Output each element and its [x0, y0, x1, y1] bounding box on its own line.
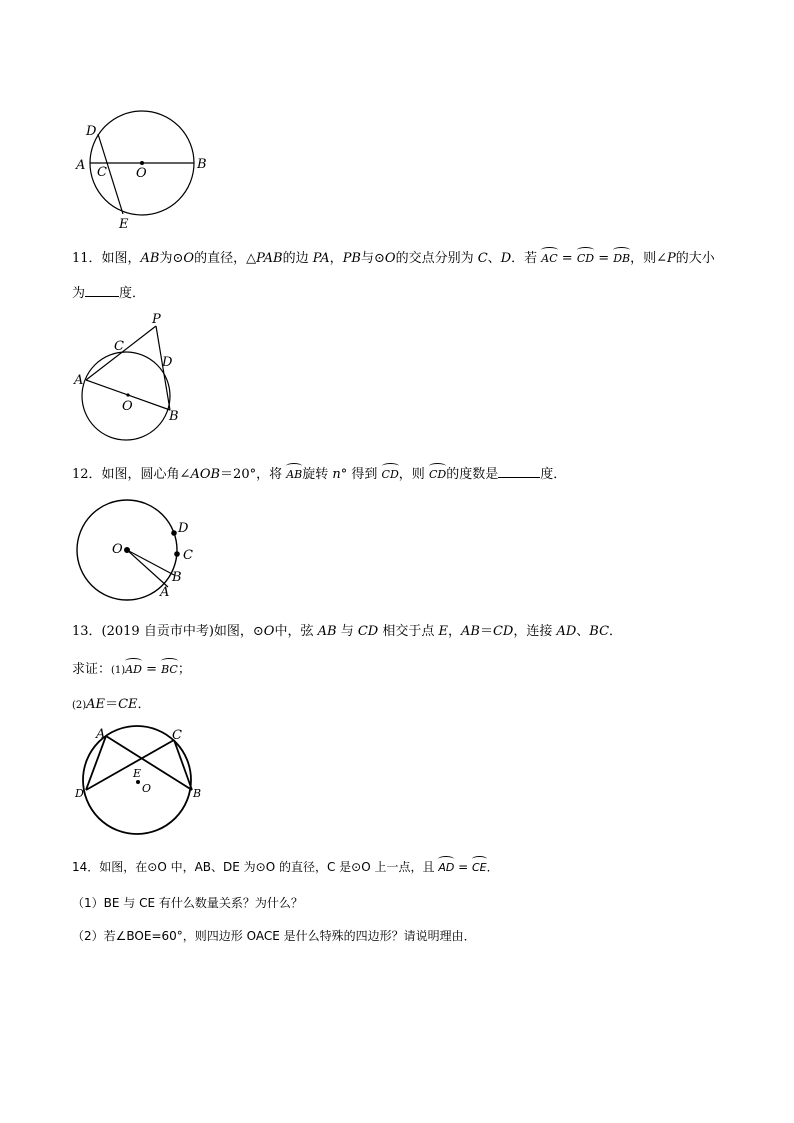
- q14-line1: [72, 858, 499, 877]
- q13-text: CE: [118, 697, 138, 712]
- q11-text: PA: [312, 251, 330, 266]
- q13-text: ．: [137, 697, 151, 712]
- label-p: P: [152, 312, 161, 327]
- answer-blank: [498, 464, 540, 478]
- label-o: O: [112, 542, 123, 557]
- q11-text: 、: [487, 251, 501, 266]
- q13-text: O: [263, 624, 275, 639]
- q14-part1: （1）BE 与 CE 有什么数量关系？为什么？: [72, 896, 303, 910]
- q11-text: PB: [342, 251, 361, 266]
- q13-text: AB: [460, 624, 480, 639]
- q13-text: AE: [86, 697, 106, 712]
- q11-text: =: [557, 251, 577, 266]
- label-a: A: [76, 158, 86, 173]
- q13-text: =: [141, 662, 162, 677]
- q13-text: AB: [317, 624, 337, 639]
- label-a: A: [96, 727, 106, 742]
- q12-text: ＝20°，将: [220, 467, 287, 482]
- arc-cd: CD: [382, 466, 399, 484]
- q11-text: ，: [329, 251, 343, 266]
- q13-text: 、: [576, 624, 590, 639]
- arc-ad: AD: [125, 661, 142, 679]
- q14-text: 14．如图，在⊙O 中，AB、DE 为⊙O 的直径，C 是⊙O 上一点，且: [72, 860, 439, 874]
- q13-text: ．: [609, 624, 623, 639]
- q11-text: 的大小: [675, 251, 715, 266]
- figure-q12: [70, 500, 210, 610]
- q14-line2: [72, 894, 303, 912]
- q11-text: =: [594, 251, 614, 266]
- q11-text: O: [384, 251, 396, 266]
- q13-text: CD: [492, 624, 514, 639]
- q13-text: 相交于点: [378, 624, 439, 639]
- figure-q13: [70, 722, 220, 842]
- q11-text: 11．如图，: [72, 251, 141, 266]
- q13-text: AD: [556, 624, 577, 639]
- q11-text: C: [477, 251, 488, 266]
- label-c: C: [183, 548, 193, 563]
- label-c: C: [172, 728, 182, 743]
- q11-text: 为⊙: [159, 251, 184, 266]
- q11-text: 为: [72, 286, 86, 301]
- label-o: O: [136, 166, 147, 181]
- q13-line3: [72, 696, 151, 715]
- q13-line2: [72, 661, 191, 680]
- q13-text: ，: [447, 624, 461, 639]
- q13-text: CD: [357, 624, 379, 639]
- q13-text: ＝: [105, 697, 119, 712]
- q11-line1: [72, 250, 715, 268]
- figure-q10-svg: [70, 110, 220, 240]
- q11-text: 度．: [119, 286, 146, 301]
- label-d: D: [86, 124, 97, 139]
- label-a: A: [74, 373, 84, 388]
- center-point: [136, 780, 140, 784]
- q13-text: ；: [177, 662, 191, 677]
- arc-ce: CE: [472, 859, 487, 877]
- q11-line2: [72, 283, 145, 303]
- arc-ac: AC: [541, 250, 557, 268]
- label-d: D: [75, 787, 84, 800]
- figure-q13-svg: [70, 722, 220, 842]
- q13-text: (2): [72, 700, 87, 711]
- arc-db: DB: [613, 250, 630, 268]
- q14-text: =: [454, 860, 472, 874]
- label-d: D: [178, 521, 189, 536]
- figure-q11-svg: [70, 310, 200, 445]
- point-c: [174, 551, 180, 557]
- q11-text: 的交点分别为: [395, 251, 478, 266]
- q13-text: ，连接: [513, 624, 557, 639]
- q11-text: 的直径，△: [194, 251, 257, 266]
- chord-cd: [86, 740, 174, 790]
- q13-text: BC: [589, 624, 610, 639]
- label-c: C: [114, 339, 124, 354]
- arc-ab: AB: [286, 466, 302, 484]
- label-e: E: [119, 217, 129, 232]
- label-b: B: [197, 157, 207, 172]
- q12-text: 的度数是: [446, 467, 499, 482]
- label-b: B: [169, 409, 179, 424]
- label-e: E: [133, 767, 142, 780]
- label-d: D: [162, 355, 173, 370]
- label-b: B: [172, 570, 182, 585]
- arc-cd: CD: [577, 250, 594, 268]
- center-point: [126, 393, 129, 396]
- q11-text: AB: [140, 251, 160, 266]
- arc-cd: CD: [429, 466, 446, 484]
- q12-text: 度．: [540, 467, 567, 482]
- q13-text: ＝: [479, 624, 493, 639]
- figure-q11: [70, 310, 200, 445]
- q14-line3: [72, 927, 476, 945]
- q13-text: 13．(2019 自贡市中考)如图，⊙: [72, 624, 264, 639]
- q12-text: n: [332, 467, 341, 482]
- answer-blank: [85, 283, 119, 297]
- q11-text: O: [183, 251, 195, 266]
- q12-text: ° 得到: [340, 467, 382, 482]
- circle-o: [82, 352, 170, 440]
- q13-text: 中，弦: [274, 624, 318, 639]
- figure-q10: [70, 110, 220, 240]
- label-o: O: [142, 782, 152, 795]
- q14-text: ．: [486, 860, 499, 874]
- q12-line: [72, 464, 566, 484]
- q11-text: ．若: [511, 251, 542, 266]
- q11-text: 的边: [282, 251, 313, 266]
- q11-text: P: [667, 251, 676, 266]
- point-d: [171, 530, 177, 536]
- q13-text: 求证：: [72, 662, 112, 677]
- q12-text: ，则: [398, 467, 429, 482]
- q12-text: 12．如图，圆心角∠: [72, 467, 191, 482]
- center-point: [140, 161, 144, 165]
- q11-text: ，则∠: [630, 251, 668, 266]
- label-o: O: [122, 399, 133, 414]
- label-c: C: [97, 165, 107, 180]
- q14-part2: （2）若∠BOE=60°，则四边形 OACE 是什么特殊的四边形？请说明理由．: [72, 929, 476, 943]
- q13-line1: [72, 623, 622, 641]
- arc-bc: BC: [161, 661, 178, 679]
- label-a: A: [160, 585, 170, 600]
- label-b: B: [193, 787, 202, 800]
- q13-text: 与: [336, 624, 358, 639]
- q11-text: D: [500, 251, 512, 266]
- figure-q12-svg: [70, 500, 210, 610]
- q11-text: 与⊙: [361, 251, 385, 266]
- q12-text: AOB: [190, 467, 221, 482]
- q13-text: E: [438, 624, 448, 639]
- q13-text: (1): [111, 665, 126, 676]
- arc-ad: AD: [438, 859, 454, 877]
- center-point: [124, 547, 130, 553]
- q11-text: PAB: [256, 251, 283, 266]
- q12-text: 旋转: [302, 467, 333, 482]
